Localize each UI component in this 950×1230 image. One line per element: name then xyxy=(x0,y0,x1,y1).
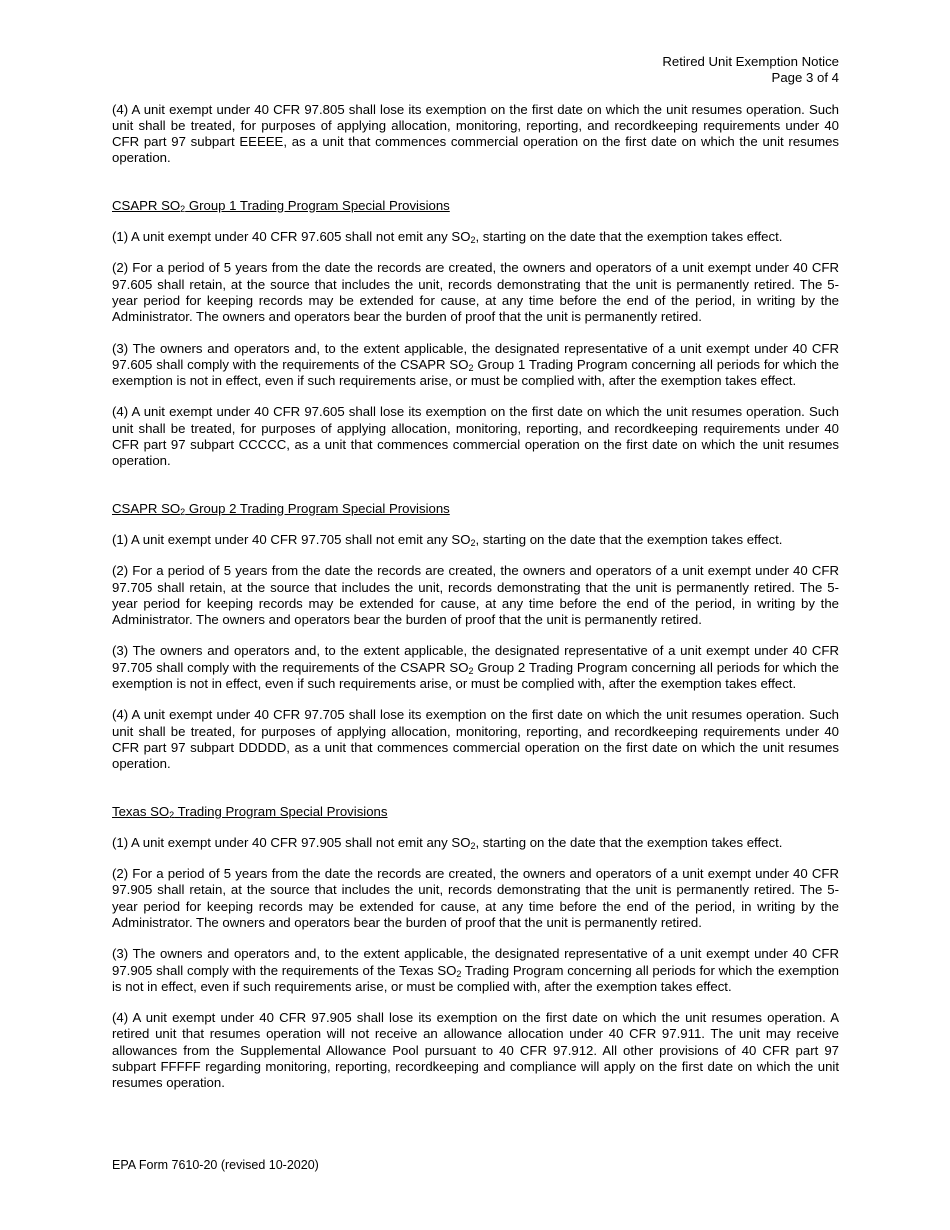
section2-paragraph-1: (1) A unit exempt under 40 CFR 97.705 shall not emit any $SO_2$, starting on the date that the exemption takes effect. xyxy=(112,531,783,548)
header-page-number: Page 3 of 4 xyxy=(771,70,839,86)
section1-paragraph-4: (4) A unit exempt under 40 CFR 97.605 shall lose its exemption on the first date on which the unit resumes operation. Such unit shall be treated, for purposes of applying allocation, monitoring, reporting, and recordkeeping requirements under 40 CFR part 97 subpart CCCCC, as a unit that commences commercial operation on the first date on which the unit resumes operation. xyxy=(112,404,839,469)
section1-paragraph-3: (3) The owners and operators and, to the extent applicable, the designated representative of a unit exempt under 40 CFR 97.605 shall comply with the requirements of the CSAPR $SO_2$ Group 1 Trading Program concerning all periods for which the exemption is not in effect, even if such requirements arise, or must be complied with, after the exemption takes effect. xyxy=(112,340,839,389)
section1-paragraph-1: (1) A unit exempt under 40 CFR 97.605 shall not emit any $SO_2$, starting on the date that the exemption takes effect. xyxy=(112,229,783,246)
document-page xyxy=(112,54,839,1092)
section2-paragraph-4: (4) A unit exempt under 40 CFR 97.705 shall lose its exemption on the first date on which the unit resumes operation. Such unit shall be treated, for purposes of applying allocation, monitoring, reporting, and recordkeeping requirements under 40 CFR part 97 subpart DDDDD, as a unit that commences commercial operation on the first date on which the unit resumes operation. xyxy=(112,707,839,772)
section-heading-csapr-group2: CSAPR $SO_2$ Group 2 Trading Program Special Provisions xyxy=(112,500,450,517)
section3-paragraph-3: (3) The owners and operators and, to the extent applicable, the designated representative of a unit exempt under 40 CFR 97.905 shall comply with the requirements of the Texas $SO_2$ Trading Program concerning all periods for which the exemption is not in effect, even if such requirements arise, or must be complied with, after the exemption takes effect. xyxy=(112,946,839,994)
section-heading-csapr-group1: CSAPR $SO_2$ Group 1 Trading Program Special Provisions xyxy=(112,197,450,214)
section2-paragraph-3: (3) The owners and operators and, to the extent applicable, the designated representative of a unit exempt under 40 CFR 97.705 shall comply with the requirements of the CSAPR $SO_2$ Group 2 Trading Program concerning all periods for which the exemption is not in effect, even if such requirements arise, or must be complied with, after the exemption takes effect. xyxy=(112,643,839,692)
page-header xyxy=(112,54,839,87)
section3-paragraph-4: (4) A unit exempt under 40 CFR 97.905 shall lose its exemption on the first date on which the unit resumes operation. A retired unit that resumes operation will not receive an allowance allocation under 40 CFR 97.911. The unit may receive allowances from the Supplemental Allowance Pool pursuant to 40 CFR 97.912. All other provisions of 40 CFR part 97 subpart FFFFF regarding monitoring, reporting, recordkeeping and compliance will apply on the first date on which the unit resumes operation. xyxy=(112,1010,839,1091)
section1-paragraph-2: (2) For a period of 5 years from the date the records are created, the owners and operators of a unit exempt under 40 CFR 97.605 shall retain, at the source that includes the unit, records demonstrating that the unit is permanently retired. The 5-year period for keeping records may be extended for cause, at any time before the end of the period, in writing by the Administrator. The owners and operators bear the burden of proof that the unit is permanently retired. xyxy=(112,260,839,325)
section2-paragraph-2: (2) For a period of 5 years from the date the records are created, the owners and operators of a unit exempt under 40 CFR 97.705 shall retain, at the source that includes the unit, records demonstrating that the unit is permanently retired. The 5-year period for keeping records may be extended for cause, at any time before the end of the period, in writing by the Administrator. The owners and operators bear the burden of proof that the unit is permanently retired. xyxy=(112,563,839,628)
section3-paragraph-1: (1) A unit exempt under 40 CFR 97.905 shall not emit any $SO_2$, starting on the date that the exemption takes effect. xyxy=(112,834,783,851)
header-title: Retired Unit Exemption Notice xyxy=(662,54,839,69)
section3-paragraph-2: (2) For a period of 5 years from the date the records are created, the owners and operators of a unit exempt under 40 CFR 97.905 shall retain, at the source that includes the unit, records demonstrating that the unit is permanently retired. The 5-year period for keeping records may be extended for cause, at any time before the end of the period, in writing by the Administrator. The owners and operators bear the burden of proof that the unit is permanently retired. xyxy=(112,866,839,930)
intro-paragraph: (4) A unit exempt under 40 CFR 97.805 shall lose its exemption on the first date on which the unit resumes operation. Such unit shall be treated, for purposes of applying allocation, monitoring, reporting, and recordkeeping requirements under 40 CFR part 97 subpart EEEEE, as a unit that commences commercial operation on the first date on which the unit resumes operation. xyxy=(112,101,839,166)
section-heading-texas: Texas $SO_2$ Trading Program Special Provisions xyxy=(112,803,388,820)
form-footer: EPA Form 7610-20 (revised 10-2020) xyxy=(112,1158,319,1172)
